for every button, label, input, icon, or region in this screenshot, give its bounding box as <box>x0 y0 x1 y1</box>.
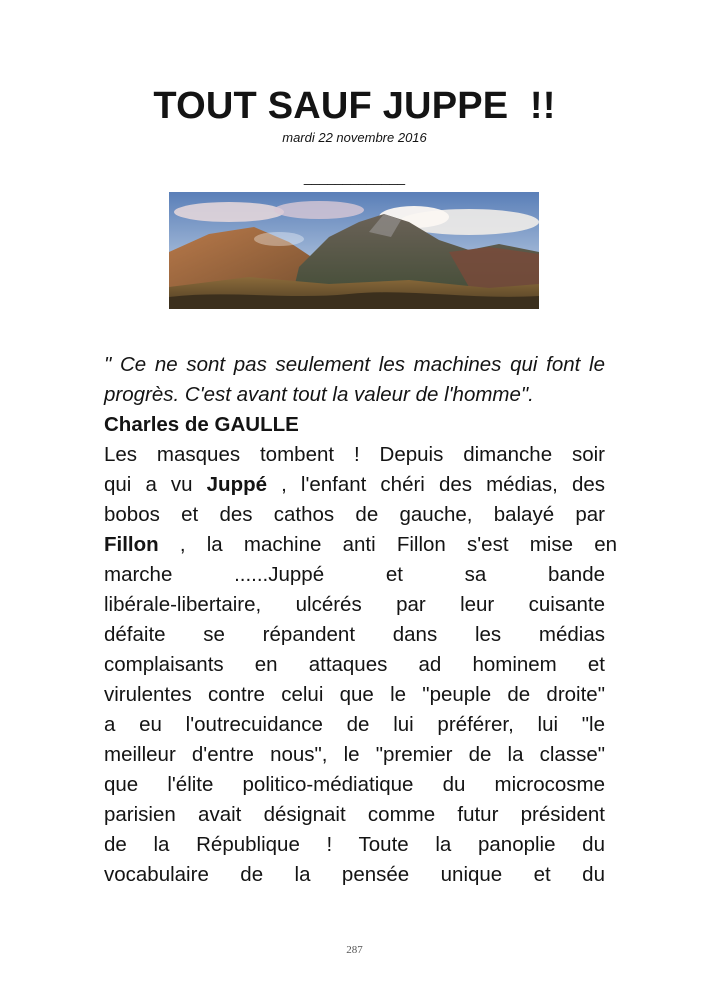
body-line-text: parisien avait désignait comme futur président <box>104 803 605 826</box>
body-line-text: que l'élite politico-médiatique du microcosme <box>104 773 605 796</box>
body-line <box>104 530 617 560</box>
mountain-landscape-photo <box>169 192 539 309</box>
body-line-text: bobos et des cathos de gauche, balayé par <box>104 503 605 526</box>
body-line-text: Les masques tombent ! Depuis dimanche soir <box>104 443 605 466</box>
body-line <box>104 650 605 680</box>
body-line <box>104 830 605 860</box>
body-line <box>104 860 605 890</box>
bold-name: Juppé <box>206 473 268 496</box>
body-line-text: a eu l'outrecuidance de lui préférer, lui "le <box>104 713 605 736</box>
body-line <box>104 770 605 800</box>
body-line <box>104 740 605 770</box>
body-line-text: meilleur d'entre nous", le "premier de la classe" <box>104 743 605 766</box>
body-line-text: qui a vu <box>104 473 207 496</box>
body-line <box>104 800 605 830</box>
body-line-text: , l'enfant chéri des médias, des <box>267 473 605 496</box>
quote-text: " Ce ne sont pas seulement les machines qui font le progrès. C'est avant tout la valeur de l'homme". <box>104 353 605 406</box>
body-line <box>104 680 605 710</box>
post-date: mardi 22 novembre 2016 <box>282 130 427 145</box>
body-line <box>104 500 605 530</box>
body-line <box>104 470 605 500</box>
body-line <box>104 440 605 470</box>
body-line-text: complaisants en attaques ad hominem et <box>104 653 605 676</box>
body-line-text: défaite se répandent dans les médias <box>104 623 605 646</box>
body-line <box>104 560 605 590</box>
separator-line: _____________ <box>303 169 406 185</box>
body-line-text: marche ......Juppé et sa bande <box>104 563 605 586</box>
quote-author: Charles de GAULLE <box>104 413 299 436</box>
page-number: 287 <box>346 944 363 956</box>
bold-name: Fillon <box>104 533 159 556</box>
body-line-text: , la machine anti Fillon s'est mise en <box>158 533 617 556</box>
body-line-text: de la République ! Toute la panoplie du <box>104 833 605 856</box>
body-line <box>104 710 605 740</box>
body-line <box>104 590 605 620</box>
body-line <box>104 620 605 650</box>
page-title: TOUT SAUF JUPPE !! <box>153 85 556 127</box>
article-body <box>104 350 617 890</box>
body-line-text: libérale-libertaire, ulcérés par leur cuisante <box>104 593 605 616</box>
body-line-text: virulentes contre celui que le "peuple de droite" <box>104 683 605 706</box>
article-paragraph <box>104 440 617 890</box>
body-line-text: vocabulaire de la pensée unique et du <box>104 863 605 886</box>
